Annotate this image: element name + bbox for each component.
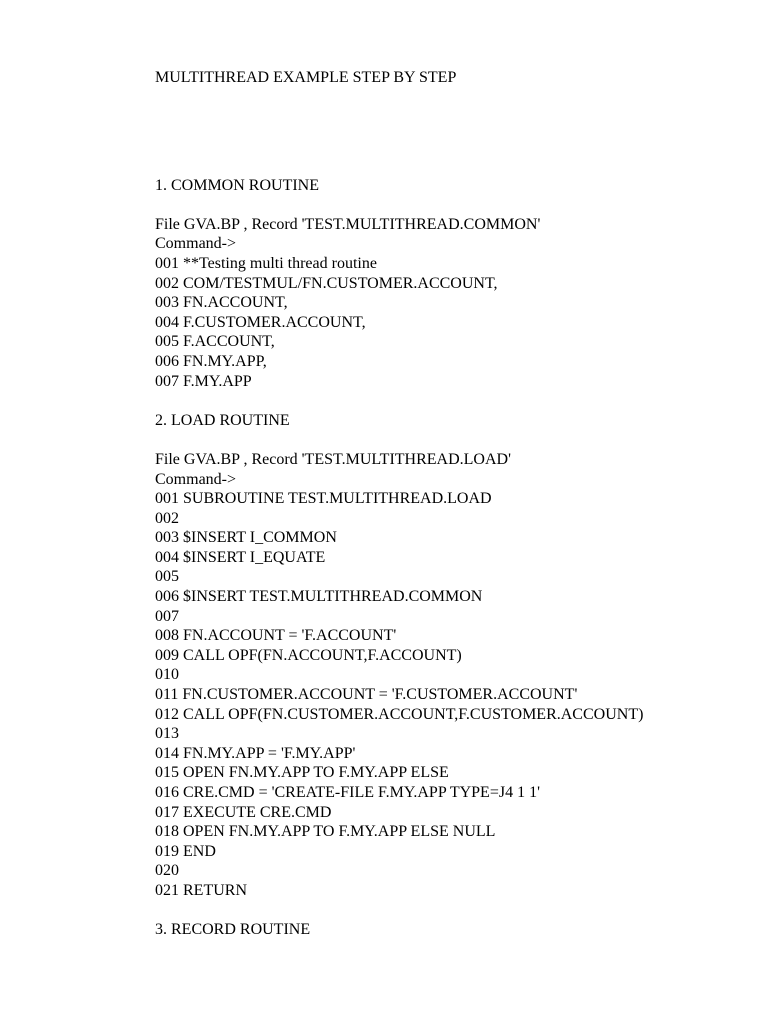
code-line: 019 END	[155, 842, 216, 860]
document-title: MULTITHREAD EXAMPLE STEP BY STEP	[155, 69, 457, 86]
code-line: 004 F.CUSTOMER.ACCOUNT,	[155, 313, 366, 331]
spacer	[155, 430, 745, 450]
code-line: 005	[155, 568, 179, 586]
code-line: 010	[155, 666, 179, 684]
code-line: 016 CRE.CMD = 'CREATE-FILE F.MY.APP TYPE=J4 1 1'	[155, 784, 540, 801]
file-record-line: File GVA.BP , Record 'TEST.MULTITHREAD.LOAD'	[155, 450, 511, 468]
command-prompt: Command->	[155, 470, 237, 488]
code-line: 012 CALL OPF(FN.CUSTOMER.ACCOUNT,F.CUSTOMER.ACCOUNT)	[155, 705, 644, 723]
code-line: 015 OPEN FN.MY.APP TO F.MY.APP ELSE	[155, 764, 449, 782]
code-line: 006 $INSERT TEST.MULTITHREAD.COMMON	[155, 588, 483, 606]
code-line: 011 FN.CUSTOMER.ACCOUNT = 'F.CUSTOMER.ACCOUNT'	[155, 686, 578, 704]
section-heading-common-routine: 1. COMMON ROUTINE	[155, 176, 319, 194]
code-line: 020	[155, 862, 179, 880]
spacer	[155, 391, 745, 411]
code-line: 013	[155, 725, 179, 743]
document-content	[155, 68, 745, 940]
section-heading-record-routine: 3. RECORD ROUTINE	[155, 921, 311, 939]
code-line: 009 CALL OPF(FN.ACCOUNT,F.ACCOUNT)	[155, 646, 462, 664]
spacer	[155, 195, 745, 215]
code-line: 007	[155, 607, 179, 625]
command-prompt: Command->	[155, 235, 237, 253]
code-line: 008 FN.ACCOUNT = 'F.ACCOUNT'	[155, 627, 397, 645]
code-line: 017 EXECUTE CRE.CMD	[155, 803, 332, 821]
code-line: 001 **Testing multi thread routine	[155, 254, 377, 272]
code-line: 001 SUBROUTINE TEST.MULTITHREAD.LOAD	[155, 490, 492, 508]
file-record-line: File GVA.BP , Record 'TEST.MULTITHREAD.COMMON'	[155, 215, 541, 233]
code-line: 021 RETURN	[155, 881, 247, 899]
code-line: 005 F.ACCOUNT,	[155, 333, 275, 351]
code-line: 002 COM/TESTMUL/FN.CUSTOMER.ACCOUNT,	[155, 274, 498, 292]
code-line: 007 F.MY.APP	[155, 372, 252, 390]
spacer	[155, 88, 745, 176]
section-heading-load-routine: 2. LOAD ROUTINE	[155, 411, 290, 429]
spacer	[155, 901, 745, 921]
code-line: 018 OPEN FN.MY.APP TO F.MY.APP ELSE NULL	[155, 823, 496, 841]
code-line: 002	[155, 509, 179, 527]
code-line: 003 FN.ACCOUNT,	[155, 294, 288, 312]
code-line: 004 $INSERT I_EQUATE	[155, 548, 326, 566]
code-line: 003 $INSERT I_COMMON	[155, 529, 337, 547]
code-line: 014 FN.MY.APP = 'F.MY.APP'	[155, 744, 356, 762]
code-line: 006 FN.MY.APP,	[155, 352, 267, 370]
